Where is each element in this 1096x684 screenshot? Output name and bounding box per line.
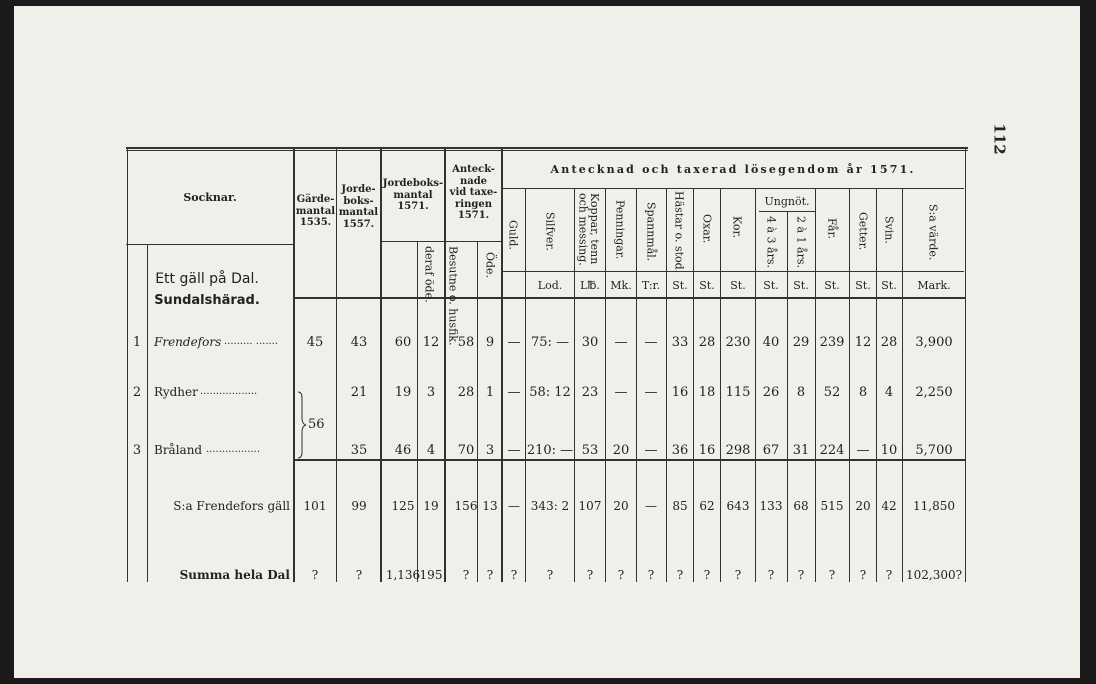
brace-icon (295, 390, 309, 460)
table-cell: 16 (671, 385, 689, 400)
header-bottom-rule (294, 297, 966, 299)
gardemantal-header: Gärde- mantal 1535. (295, 194, 336, 228)
col-header-4-3-ars: 4 à 3 års. (764, 216, 778, 269)
sum-total-cell: ? (546, 568, 554, 582)
sum-total-cell: ? (885, 568, 893, 582)
sum-total-cell: ? (462, 568, 470, 582)
sum-gall-cell: 19 (423, 499, 439, 513)
col-header-hastar: Hästar o. stod. (672, 191, 686, 274)
table-cell: 8 (796, 385, 806, 400)
table-cell: 4 (426, 443, 436, 458)
top-rule-thin (126, 150, 968, 151)
row-number: 2 (132, 385, 142, 400)
table-cell: 52 (823, 385, 841, 400)
row-number: 3 (132, 443, 142, 458)
table-cell: 60 (394, 335, 412, 350)
table-cell: 210: — (526, 443, 574, 458)
sum-gall-cell: 11,850 (913, 499, 955, 513)
col-rule (636, 188, 637, 582)
sum-gall-cell: — (508, 499, 520, 513)
sum-gall-cell: 643 (726, 499, 750, 513)
col-rule (876, 188, 877, 582)
sum-total-cell: ? (767, 568, 775, 582)
table-cell: — (614, 385, 628, 400)
table-cell: 5,700 (915, 443, 953, 458)
unit-st: St. (824, 279, 840, 292)
col-header-sa-varde: S:a värde. (926, 204, 940, 261)
table-cell: 19 (394, 385, 412, 400)
table-cell: 28 (457, 385, 475, 400)
jordeboksmantal-1557-header: Jorde- boks- mantal 1557. (338, 184, 379, 230)
sum-gall-cell: 20 (855, 499, 871, 513)
page-number: 112 (990, 123, 1009, 155)
unit-st: St. (881, 279, 897, 292)
col-header-penningar: Penningar. (613, 200, 627, 260)
col-header-far: Får. (825, 218, 839, 239)
sum-total-cell: ? (510, 568, 518, 582)
unit-tr: T:r. (641, 279, 661, 292)
col-rule (693, 188, 694, 582)
sum-gall-cell: 42 (881, 499, 897, 513)
table-cell: 33 (671, 335, 689, 350)
unit-st: St. (855, 279, 871, 292)
sum-total-cell: ? (859, 568, 867, 582)
table-cell: 29 (792, 335, 810, 350)
table-cell: 28 (880, 335, 898, 350)
col-rule (574, 188, 575, 582)
sum-total-cell: ? (734, 568, 742, 582)
table-cell: 10 (880, 443, 898, 458)
sum-total-cell: ? (486, 568, 494, 582)
col-header-2-1-ars: 2 à 1 års. (794, 216, 808, 269)
table-cell: 298 (725, 443, 751, 458)
table-cell: 43 (350, 335, 368, 350)
sum-gall-cell: — (645, 499, 657, 513)
col-rule (787, 211, 788, 582)
table-cell: 53 (581, 443, 599, 458)
col-rule (849, 188, 850, 582)
sum-total-cell: ? (703, 568, 711, 582)
table-cell: — (614, 335, 628, 350)
table-cell: — (856, 443, 870, 458)
sum-gall-cell: 99 (351, 499, 367, 513)
table-cell: — (507, 335, 521, 350)
row-name: Rydher (154, 385, 198, 399)
unit-mark: Mark. (917, 279, 951, 292)
ungnot-header: Ungnöt. (764, 195, 810, 208)
unit-mk: Mk. (610, 279, 632, 292)
sum-rule (294, 459, 966, 461)
table-cell: 8 (858, 385, 868, 400)
sum-total-cell: 102,300? (905, 568, 963, 582)
region-subtitle: Sundalshärad. (154, 293, 260, 308)
col-header-kor: Kor. (730, 216, 744, 239)
row-number: 1 (132, 335, 142, 350)
unit-st: St. (672, 279, 688, 292)
table-cell: — (644, 385, 658, 400)
row-leader-dots: ................. (206, 444, 261, 455)
table-cell: 46 (394, 443, 412, 458)
sum-gall-cell: 343: 2 (530, 499, 570, 513)
col-header-svin: Svin. (882, 216, 896, 244)
table-cell: 36 (671, 443, 689, 458)
table-cell: 18 (698, 385, 716, 400)
table-cell: 9 (485, 335, 495, 350)
antecknade-header: Anteck- nade vid taxe- ringen 1571. (449, 164, 498, 221)
table-cell: — (507, 385, 521, 400)
group-rule (502, 188, 964, 189)
besutne-header: Besutne o. husfik. (446, 246, 460, 346)
sum-gall-cell: 156 (454, 499, 478, 513)
sum-gall-cell: 85 (672, 499, 688, 513)
sum-gall-label: S:a Frendefors gäll (173, 499, 290, 513)
table-cell: 67 (762, 443, 780, 458)
unit-st: St. (699, 279, 715, 292)
col-header-silfver: Silfver. (543, 212, 557, 251)
col-rule (417, 241, 418, 582)
sum-total-cell: 195 (419, 568, 443, 582)
col-rule (525, 188, 526, 582)
sum-gall-cell: 13 (482, 499, 498, 513)
col-header-oxar: Oxar. (700, 214, 714, 244)
col-header-koppar: Koppar, tenn och messing. (576, 193, 602, 266)
row-leader-dots: .................. (200, 386, 258, 397)
deraf-ode-header: deraf öde. (422, 246, 436, 303)
table-cell: — (507, 443, 521, 458)
sum-total-cell: ? (828, 568, 836, 582)
book-page (14, 6, 1080, 678)
table-cell: 115 (725, 385, 751, 400)
table-cell: 224 (819, 443, 845, 458)
region-title: Ett gäll på Dal. (155, 271, 259, 287)
sum-total-cell: ? (676, 568, 684, 582)
table-cell: 58 (457, 335, 475, 350)
table-cell: 21 (350, 385, 368, 400)
table-cell: 26 (762, 385, 780, 400)
sum-gall-cell: 125 (391, 499, 415, 513)
col-rule (815, 188, 816, 582)
right-edge (965, 149, 966, 582)
table-cell: 2,250 (915, 385, 953, 400)
col-header-spannmal: Spannmål. (644, 202, 658, 262)
sum-total-cell: ? (647, 568, 655, 582)
num-col-rule (147, 244, 148, 582)
units-rule (502, 271, 964, 272)
table-cell: 70 (457, 443, 475, 458)
col-rule (755, 188, 756, 582)
table-cell: 12 (854, 335, 872, 350)
table-cell: — (644, 335, 658, 350)
sum-gall-cell: 515 (820, 499, 844, 513)
table-cell: 40 (762, 335, 780, 350)
sum-gall-cell: 133 (759, 499, 783, 513)
table-cell: 4 (884, 385, 894, 400)
col-rule (720, 188, 721, 582)
table-cell: 16 (698, 443, 716, 458)
sum-total-cell: ? (311, 568, 319, 582)
col-header-guld: Guld. (506, 220, 520, 250)
socknar-header: Socknar. (183, 191, 237, 204)
sum-gall-cell: 62 (699, 499, 715, 513)
unit-lod: Lod. (537, 279, 563, 292)
unit-lb: L℔. (580, 279, 600, 292)
table-cell: 230 (725, 335, 751, 350)
table-cell: 30 (581, 335, 599, 350)
col-rule (666, 188, 667, 582)
col-rule (605, 188, 606, 582)
sum-gall-cell: 68 (793, 499, 809, 513)
sum-total-cell: ? (617, 568, 625, 582)
ode-header: Öde. (483, 252, 497, 279)
table-cell: 45 (306, 335, 324, 350)
table-cell: 3,900 (915, 335, 953, 350)
table-cell: 3 (485, 443, 495, 458)
brace-value: 56 (308, 417, 325, 432)
table-cell: — (644, 443, 658, 458)
row-name: Bråland (154, 443, 203, 457)
table-cell: 58: 12 (529, 385, 571, 400)
sub-rule (382, 241, 502, 242)
table-cell: 1 (485, 385, 495, 400)
table-cell: 35 (350, 443, 368, 458)
group-title: Antecknad och taxerad lösegendom år 1571. (550, 163, 916, 176)
sum-gall-cell: 107 (578, 499, 602, 513)
sum-total-cell: 1,136 (385, 568, 421, 582)
sum-total-label: Summa hela Dal (179, 568, 290, 582)
unit-st: St. (763, 279, 779, 292)
sum-gall-cell: 20 (613, 499, 629, 513)
table-cell: 12 (422, 335, 440, 350)
col-rule (477, 241, 478, 582)
table-cell: 75: — (530, 335, 570, 350)
left-edge (127, 149, 128, 582)
table-cell: 28 (698, 335, 716, 350)
jordeboksmantal-1571-header: Jordeboks- mantal 1571. (382, 178, 444, 212)
sum-gall-cell: 101 (303, 499, 327, 513)
row-name: Frendefors (154, 335, 222, 349)
col-header-getter: Getter. (856, 212, 870, 251)
top-rule (126, 147, 968, 149)
unit-st: St. (793, 279, 809, 292)
row-leader-dots: ......... ....... (224, 336, 279, 347)
col-rule (380, 149, 382, 582)
table-cell: 31 (792, 443, 810, 458)
socknar-rule (126, 244, 294, 245)
col-rule (902, 188, 903, 582)
table-cell: 23 (581, 385, 599, 400)
unit-st: St. (730, 279, 746, 292)
sum-total-cell: ? (586, 568, 594, 582)
table-cell: 20 (612, 443, 630, 458)
table-cell: 3 (426, 385, 436, 400)
sum-total-cell: ? (355, 568, 363, 582)
sum-total-cell: ? (797, 568, 805, 582)
table-cell: 239 (819, 335, 845, 350)
col-rule (501, 149, 503, 582)
